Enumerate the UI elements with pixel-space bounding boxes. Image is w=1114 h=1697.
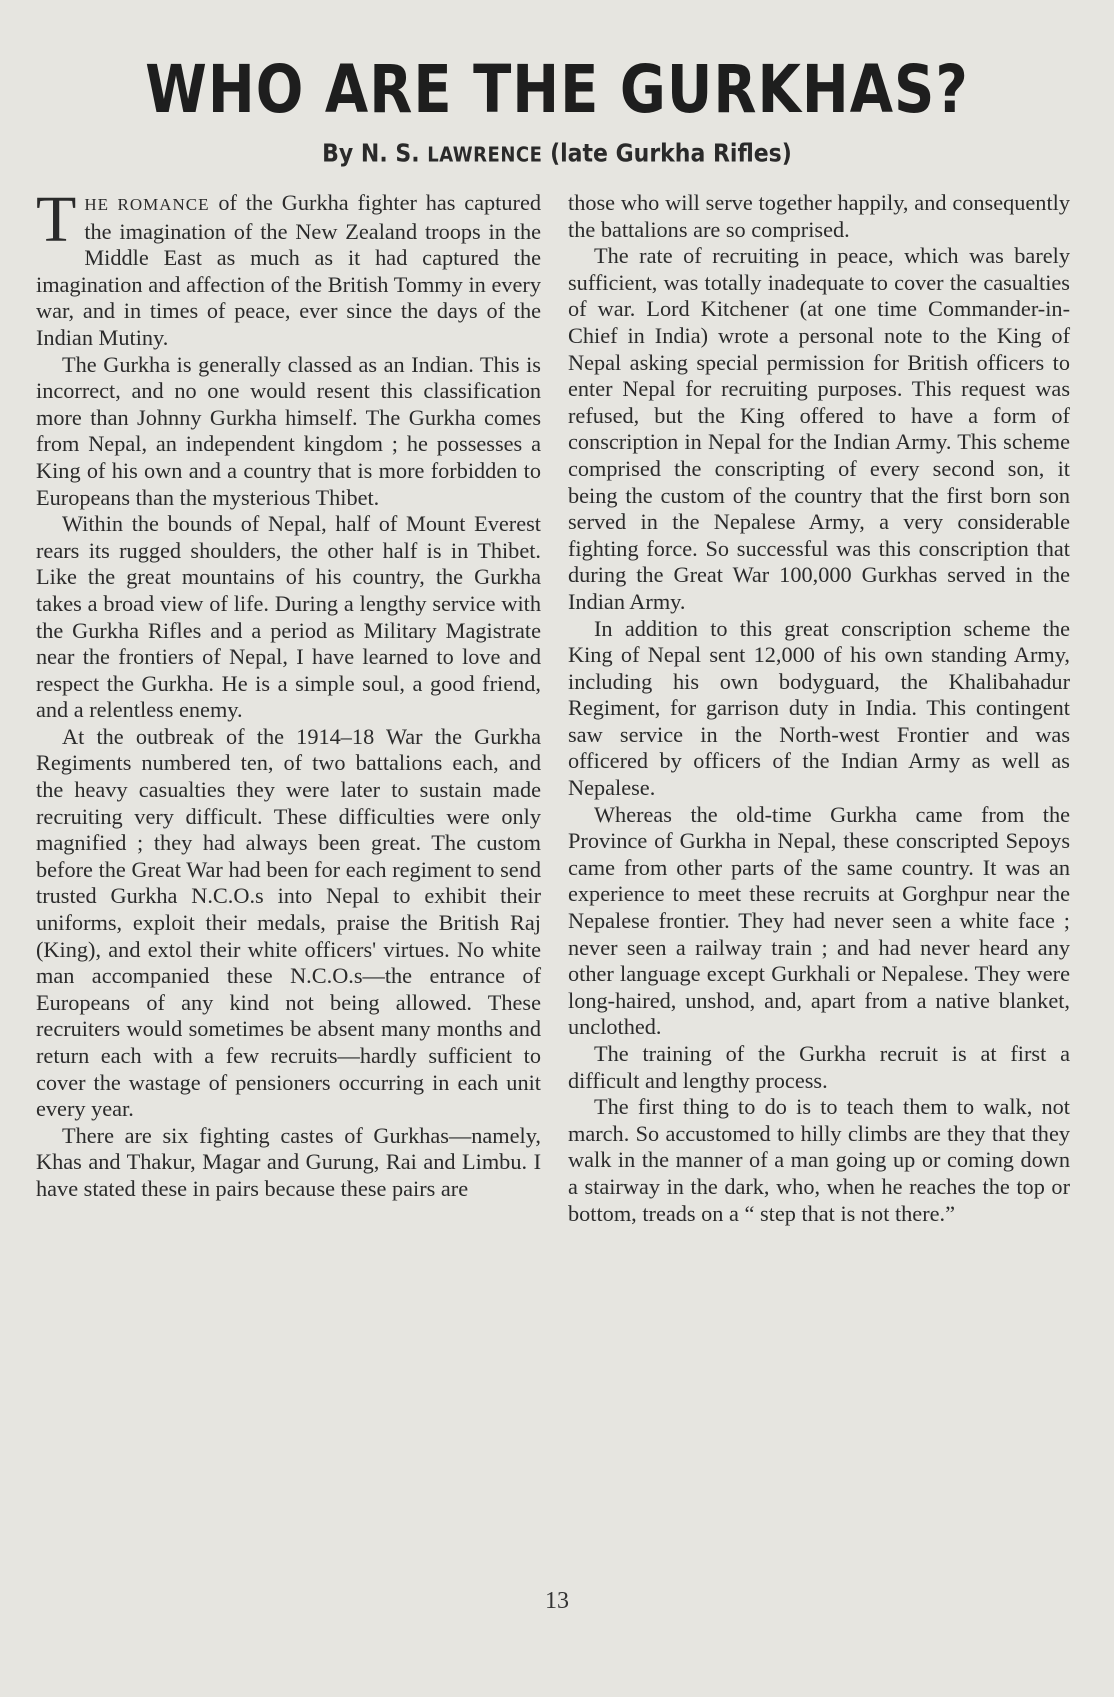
- page-number: 13: [545, 1588, 569, 1614]
- byline: [0, 140, 1114, 168]
- drop-cap: T: [36, 183, 77, 256]
- paragraph-9: Whereas the old-time Gurkha came from the Province of Gurkha in Nepal, these conscripted Sepoys came from other parts of the same country. It was an experience to meet these recruits at Gorghpur near the Nepalese frontier. They had never seen a white face ; never seen a railway train ; and had never heard any other language except Gurkhali or Nepalese. They were long-haired, unshod, and, apart from a native blanket, unclothed.: [568, 801, 1070, 1040]
- paragraph-2: The Gurkha is generally classed as an Indian. This is incorrect, and no one would resent this classification more than Johnny Gurkha himself. The Gurkha comes from Nepal, an independent kingdom ; he possesses a King of his own and a country that is more forbidden to Europeans than the mysterious Thibet.: [36, 351, 541, 510]
- paragraph-6: those who will serve together happily, and consequently the battalions are so comprised.: [568, 190, 1070, 242]
- paragraph-1-text: of the Gurkha fighter has captured the imagination of the New Zealand troops in the Middle East as much as it had captured the imagination and affection of the British Tommy in every war, and in times of peace, ever since the days of the Indian Mutiny.: [36, 190, 541, 350]
- byline-prefix: By: [322, 140, 361, 168]
- right-column: [568, 190, 1070, 1227]
- paragraph-1: [36, 183, 541, 352]
- paragraph-3: Within the bounds of Nepal, half of Mount Everest rears its rugged shoulders, the other half is in Thibet. Like the great mountains of his country, the Gurkha takes a broad view of life. During a lengthy service with the Gurkha Rifles and a period as Military Magistrate near the frontiers of Nepal, I have learned to love and respect the Gurkha. He is a simple soul, a good friend, and a relentless enemy.: [36, 511, 541, 723]
- byline-initials: N. S.: [360, 140, 428, 168]
- paragraph-4: At the outbreak of the 1914–18 War the Gurkha Regiments numbered ten, of two battalions each, and the heavy casualties they were later to sustain made recruiting very difficult. These difficulties were only magnified ; they had always been great. The custom before the Great War had been for each regiment to send trusted Gurkha N.C.O.s into Nepal to exhibit their uniforms, exploit their medals, praise the British Raj (King), and extol their white officers' virtues. No white man accompanied these N.C.O.s—the entrance of Europeans of any kind not being allowed. These recruiters would sometimes be absent many months and return each with a few recruits—hardly sufficient to cover the wastage of pensioners occurring in each unit every year.: [36, 723, 541, 1122]
- byline-suffix: (late Gurkha Rifles): [542, 140, 792, 168]
- paragraph-7: The rate of recruiting in peace, which was barely sufficient, was totally inadequate to cover the casualties of war. Lord Kitchener (at one time Commander-in-Chief in India) wrote a personal note to the King of Nepal asking special permission for British officers to enter Nepal for recruiting purposes. This request was refused, but the King offered to have a form of conscription in Nepal for the Indian Army. This scheme comprised the conscripting of every second son, it being the custom of the country that the first born son served in the Nepalese Army, a very considerable fighting force. So successful was this conscription that during the Great War 100,000 Gurkhas served in the Indian Army.: [568, 243, 1070, 614]
- left-column: [36, 183, 541, 1203]
- paragraph-10: The training of the Gurkha recruit is at first a difficult and lengthy process.: [568, 1041, 1070, 1093]
- paragraph-8: In addition to this great conscription scheme the King of Nepal sent 12,000 of his own standing Army, including his own bodyguard, the Khalibahadur Regiment, for garrison duty in India. This contingent saw service in the North-west Frontier and was officered by officers of the Indian Army as well as Nepalese.: [568, 615, 1070, 801]
- byline-surname: LAWRENCE: [427, 143, 543, 167]
- paragraph-5: There are six fighting castes of Gurkhas—namely, Khas and Thakur, Magar and Gurung, Rai and Limbu. I have stated these in pairs because these pairs are: [36, 1122, 541, 1201]
- article-title: WHO ARE THE GURKHAS?: [145, 52, 969, 129]
- opening-smallcaps: HE ROMANCE: [84, 195, 210, 214]
- paragraph-11: The first thing to do is to teach them to walk, not march. So accustomed to hilly climbs are they that they walk in the manner of a man going up or coming down a stairway in the dark, who, when he reaches the top or bottom, treads on a “ step that is not there.”: [568, 1094, 1070, 1226]
